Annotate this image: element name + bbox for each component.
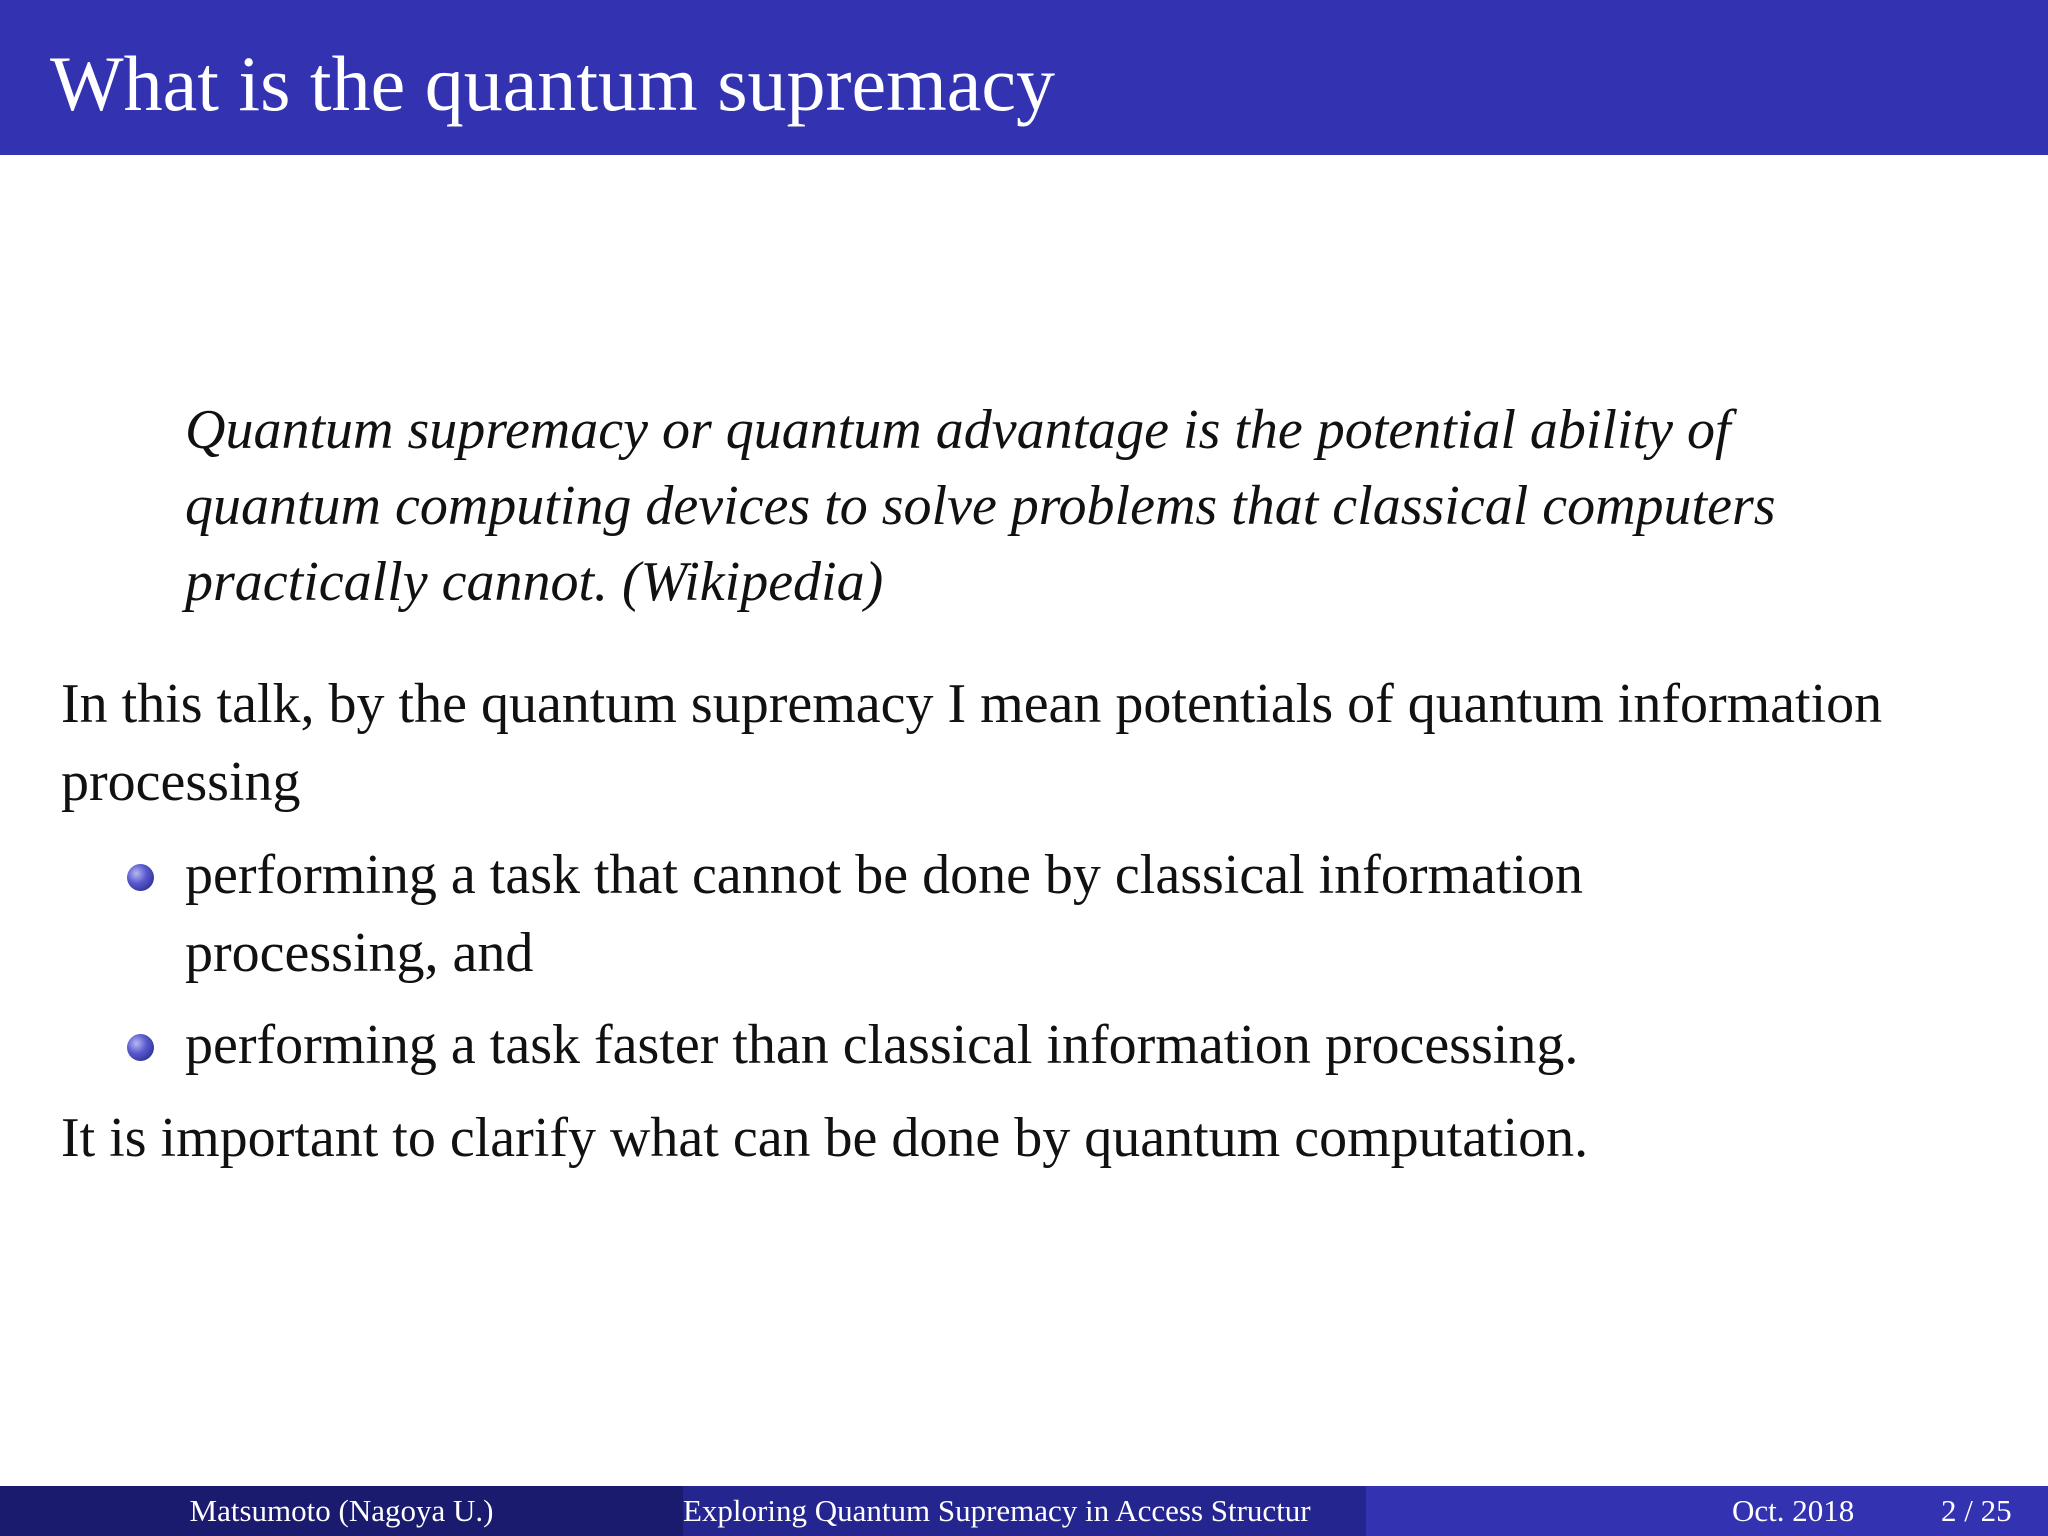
footer-talk-title: [683, 1486, 1366, 1536]
bullet-item: performing a task faster than classical information processing.: [185, 1014, 1579, 1076]
footer-date: Oct. 2018: [1732, 1493, 1855, 1528]
slide-title: What is the quantum supremacy: [50, 40, 1056, 127]
bullet-item: performing a task that cannot be done by classical information processing, and: [185, 844, 1584, 984]
bullet-icon: [127, 1034, 154, 1061]
footer-meta: [1366, 1486, 2048, 1536]
page-number: 2 / 25: [1941, 1493, 2012, 1528]
quote-block: Quantum supremacy or quantum advantage is the potential ability of quantum computing devices to solve problems that classical computers practically cannot. (Wikipedia): [185, 399, 1776, 613]
slide-footer: [0, 1486, 2048, 1536]
footer-author: Matsumoto (Nagoya U.): [0, 1486, 683, 1536]
bullet-icon: [127, 864, 154, 891]
intro-paragraph: In this talk, by the quantum supremacy I mean potentials of quantum information processing: [61, 673, 1883, 813]
footer-talk-title-text: Exploring Quantum Supremacy in Access Structur: [683, 1493, 1311, 1528]
closing-paragraph: It is important to clarify what can be done by quantum computation.: [61, 1107, 1589, 1169]
